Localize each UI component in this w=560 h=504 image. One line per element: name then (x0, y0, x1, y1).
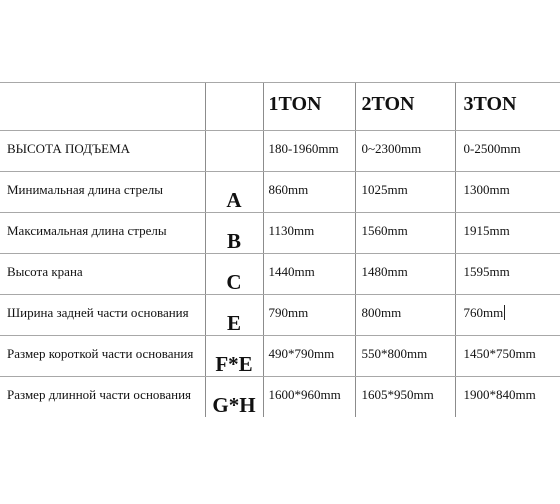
cell-value: 180-1960mm (268, 141, 339, 156)
row-label: Ширина задней части основания (7, 305, 189, 320)
value-cell-3ton[interactable] (455, 295, 560, 336)
cell-value: 1300mm (463, 182, 510, 197)
row-code: C (226, 270, 242, 294)
cell-value: 1600*960mm (268, 387, 341, 402)
column-header-text: 3TON (463, 93, 517, 115)
value-cell-1ton (263, 131, 355, 172)
column-header-2ton (355, 83, 455, 131)
table-row (0, 172, 560, 213)
value-cell-1ton (263, 295, 355, 336)
row-label: Минимальная длина стрелы (7, 182, 163, 197)
cell-value: 1560mm (361, 223, 408, 238)
value-cell-2ton (355, 377, 455, 418)
table-row (0, 131, 560, 172)
row-code-cell (205, 254, 263, 295)
cell-value: 1025mm (361, 182, 408, 197)
cell-value: 1900*840mm (463, 387, 536, 402)
value-cell-3ton (455, 131, 560, 172)
value-cell-3ton (455, 213, 560, 254)
row-label: Размер длинной части основания (7, 387, 192, 402)
row-code: B (226, 229, 241, 253)
value-cell-2ton (355, 172, 455, 213)
cell-value: 800mm (361, 305, 402, 320)
row-label-cell (0, 254, 205, 295)
column-header-text: 2TON (361, 93, 415, 115)
text-cursor (504, 305, 505, 320)
cell-value: 1605*950mm (361, 387, 434, 402)
table-row (0, 377, 560, 418)
row-code (206, 131, 263, 148)
row-label: Максимальная длина стрелы (7, 223, 167, 238)
table-row (0, 336, 560, 377)
row-label: Размер короткой части основания (7, 346, 194, 361)
cell-value: 790mm (268, 305, 309, 320)
row-code-cell (205, 131, 263, 172)
table-row (0, 295, 560, 336)
header-empty-code-cell (205, 83, 263, 131)
cell-value: 1450*750mm (463, 346, 536, 361)
value-cell-1ton (263, 213, 355, 254)
row-label-cell (0, 172, 205, 213)
row-label-cell (0, 213, 205, 254)
column-header-1ton (263, 83, 355, 131)
row-label-cell (0, 131, 205, 172)
table-row (0, 213, 560, 254)
row-code-cell (205, 377, 263, 418)
row-label-cell (0, 377, 205, 418)
value-cell-1ton (263, 254, 355, 295)
row-code: F*E (215, 352, 253, 376)
value-cell-2ton (355, 254, 455, 295)
row-label-cell (0, 295, 205, 336)
spec-table (0, 82, 560, 417)
row-code-cell (205, 172, 263, 213)
row-code-cell (205, 336, 263, 377)
column-header-3ton (455, 83, 560, 131)
cell-value-editing[interactable] (464, 295, 560, 320)
cell-value: 760mm (463, 305, 504, 320)
cell-value: 0~2300mm (361, 141, 422, 156)
value-cell-2ton (355, 295, 455, 336)
row-code: G*H (212, 393, 256, 417)
row-code: E (226, 311, 241, 335)
cell-value: 1130mm (268, 223, 315, 238)
row-code-cell (205, 295, 263, 336)
cell-value: 550*800mm (361, 346, 428, 361)
row-label: ВЫСОТА ПОДЪЕМА (7, 141, 131, 156)
value-cell-2ton (355, 213, 455, 254)
value-cell-3ton (455, 336, 560, 377)
header-empty-label-cell (0, 83, 205, 131)
cell-value: 1480mm (361, 264, 408, 279)
row-code: A (226, 188, 242, 212)
value-cell-2ton (355, 336, 455, 377)
cell-value: 1440mm (268, 264, 315, 279)
column-header-text: 1TON (268, 93, 322, 115)
row-label-cell (0, 336, 205, 377)
value-cell-1ton (263, 336, 355, 377)
value-cell-1ton (263, 377, 355, 418)
cell-value: 490*790mm (268, 346, 335, 361)
value-cell-3ton (455, 254, 560, 295)
cell-value: 1915mm (463, 223, 510, 238)
value-cell-3ton (455, 377, 560, 418)
value-cell-3ton (455, 172, 560, 213)
cell-value: 860mm (268, 182, 309, 197)
table-row (0, 254, 560, 295)
cell-value: 0-2500mm (463, 141, 521, 156)
row-code-cell (205, 213, 263, 254)
cell-value: 1595mm (463, 264, 510, 279)
value-cell-1ton (263, 172, 355, 213)
row-label: Высота крана (7, 264, 83, 279)
header-row (0, 83, 560, 131)
value-cell-2ton (355, 131, 455, 172)
